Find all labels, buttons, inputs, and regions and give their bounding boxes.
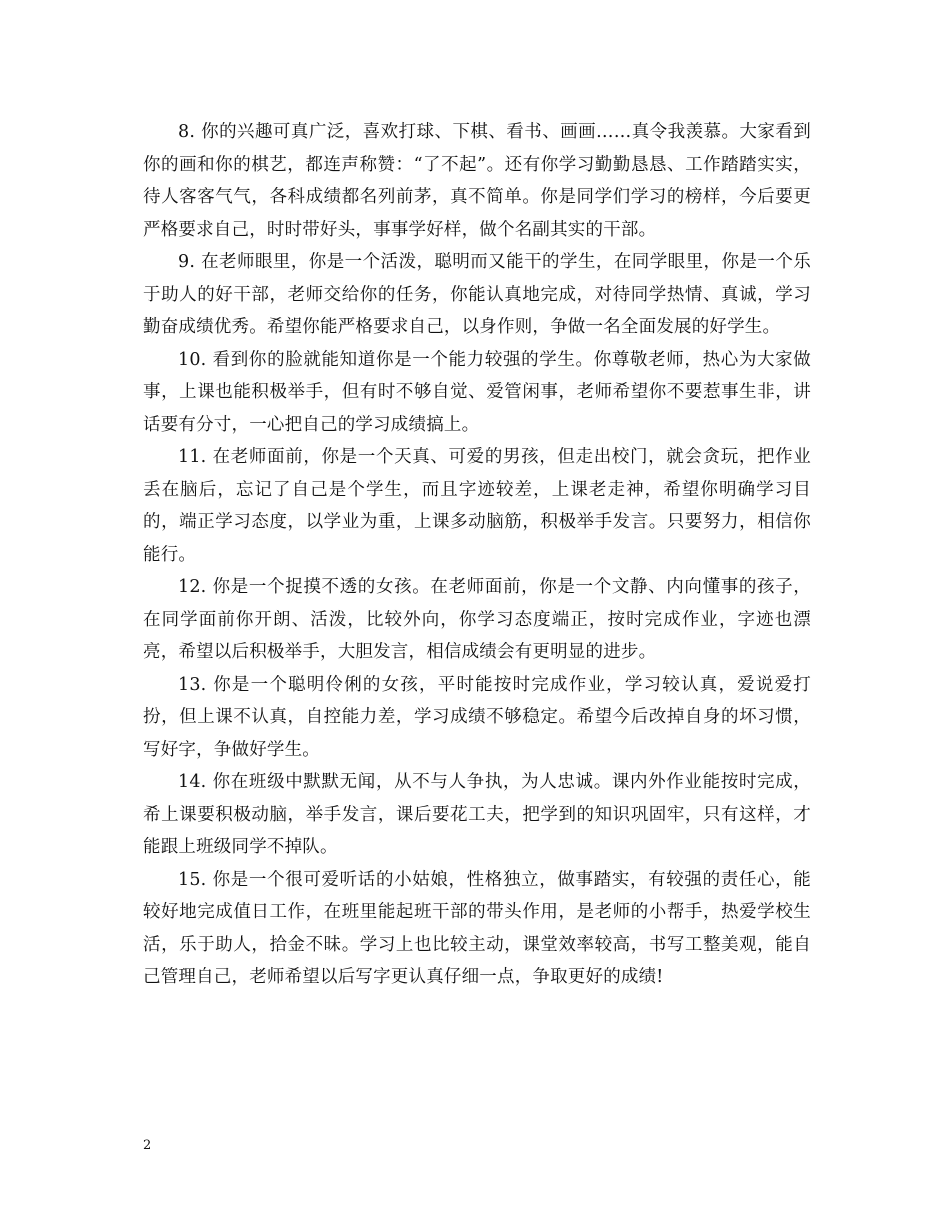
comment-paragraph-13: 13. 你是一个聪明伶俐的女孩，平时能按时完成作业，学习较认真，爱说爱打扮，但上课不认真，自控能力差，学习成绩不够稳定。希望今后改掉自身的坏习惯，写好字，争做好学生。 xyxy=(143,674,811,760)
comment-paragraph-11: 11. 在老师面前，你是一个天真、可爱的男孩，但走出校门，就会贪玩，把作业丢在脑后，忘记了自己是个学生，而且字迹较差，上课老走神，希望你明确学习目的，端正学习态度，以学业为重，上课多动脑筋，积极举手发言。只要努力，相信你能行。 xyxy=(143,447,811,565)
comment-paragraph-9: 9. 在老师眼里，你是一个活泼，聪明而又能干的学生，在同学眼里，你是一个乐于助人的好干部，老师交给你的任务，你能认真地完成，对待同学热情、真诚，学习勤奋成绩优秀。希望你能严格要求自己，以身作则，争做一名全面发展的好学生。 xyxy=(143,252,811,337)
page-number: 2 xyxy=(143,1138,152,1153)
comment-paragraph-12: 12. 你是一个捉摸不透的女孩。在老师面前，你是一个文静、内向懂事的孩子，在同学面前你开朗、活泼，比较外向，你学习态度端正，按时完成作业，字迹也漂亮，希望以后积极举手，大胆发言，相信成绩会有更明显的进步。 xyxy=(143,577,811,662)
comment-paragraph-10: 10. 看到你的脸就能知道你是一个能力较强的学生。你尊敬老师，热心为大家做事，上课也能积极举手，但有时不够自觉、爱管闲事，老师希望你不要惹事生非，讲话要有分寸，一心把自己的学习成绩搞上。 xyxy=(143,349,811,435)
comment-paragraph-14: 14. 你在班级中默默无闻，从不与人争执，为人忠诚。课内外作业能按时完成，希上课要积极动脑，举手发言，课后要花工夫，把学到的知识巩固牢，只有这样，才能跟上班级同学不掉队。 xyxy=(143,772,811,857)
comment-paragraph-8: 8. 你的兴趣可真广泛，喜欢打球、下棋、看书、画画……真令我羡慕。大家看到你的画和你的棋艺，都连声称赞：“了不起”。还有你学习勤勤恳恳、工作踏踏实实，待人客客气气，各科成绩都名列前茅，真不简单。你是同学们学习的榜样，今后要更严格要求自己，时时带好头，事事学好样，做个名副其实的干部。 xyxy=(143,122,811,240)
document-body xyxy=(143,116,811,994)
comment-paragraph-15: 15. 你是一个很可爱听话的小姑娘，性格独立，做事踏实，有较强的责任心，能较好地完成值日工作，在班里能起班干部的带头作用，是老师的小帮手，热爱学校生活，乐于助人，拾金不昧。学习上也比较主动，课堂效率较高，书写工整美观，能自己管理自己，老师希望以后写字更认真仔细一点，争取更好的成绩! xyxy=(143,869,811,987)
